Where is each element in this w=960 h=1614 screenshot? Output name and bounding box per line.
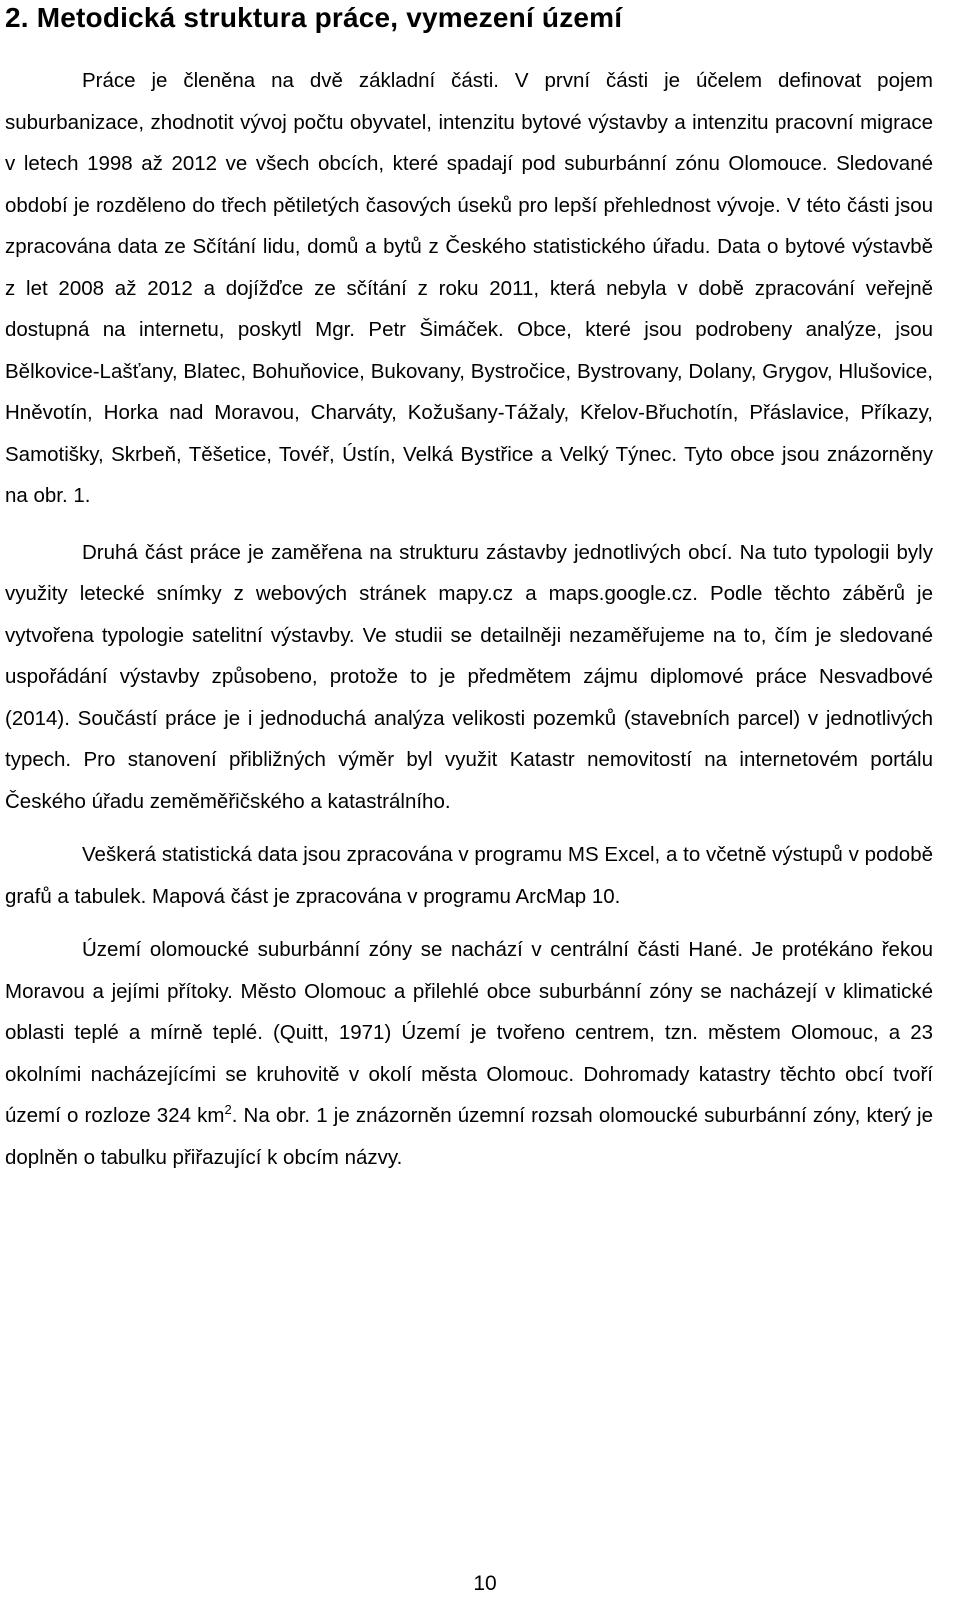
paragraph-methodology-part-two: Druhá část práce je zaměřena na strukturu zástavby jednotlivých obcí. Na tuto typologii byly využity letecké snímky z webových stránek mapy.cz a maps.google.cz. Podle těchto záběrů je vytvořena typologie satelitní výstavby. Ve studii se detailněji nezaměřujeme na to, čím je sledované uspořádání výstavby způsobeno, protože to je předmětem zájmu diplomové práce Nesvadbové (2014). Součástí práce je i jednoduchá analýza velikosti pozemků (stavebních parcel) v jednotlivých typech. Pro stanovení přibližných výměr byl využit Katastr nemovitostí na internetovém portálu Českého úřadu zeměměřičského a katastrálního. [5, 540, 933, 813]
area-unit-superscript: 2 [224, 1102, 232, 1118]
page-number: 10 [473, 1572, 497, 1595]
paragraph-software: Veškerá statistická data jsou zpracována v programu MS Excel, a to včetně výstupů v podobě grafů a tabulek. Mapová část je zpracována v programu ArcMap 10. [5, 843, 933, 908]
paragraph-methodology-part-one: Práce je členěna na dvě základní části. V první části je účelem definovat pojem suburbanizace, zhodnotit vývoj počtu obyvatel, intenzitu bytové výstavby a intenzitu pracovní migrace v letech 1998 až 2012 ve všech obcích, které spadají pod suburbánní zónu Olomouce. Sledované období je rozděleno do třech pětiletých časových úseků pro lepší přehlednost vývoje. V této části jsou zpracována data ze Sčítání lidu, domů a bytů z Českého statistického úřadu. Data o bytové výstavbě z let 2008 až 2012 a dojížďce ze sčítání z roku 2011, která nebyla v době zpracování veřejně dostupná na internetu, poskytl Mgr. Petr Šimáček. Obce, které jsou podrobeny analýze, jsou Bělkovice-Lašťany, Blatec, Bohuňovice, Bukovany, Bystročice, Bystrovany, Dolany, Grygov, Hlušovice, Hněvotín, Horka nad Moravou, Charváty, Kožušany-Tážaly, Křelov-Břuchotín, Přáslavice, Příkazy, Samotišky, Skrbeň, Těšetice, Tovéř, Ústín, Velká Bystřice a Velký Týnec. Tyto obce jsou znázorněny na obr. 1. [5, 69, 933, 507]
document-page [5, 0, 933, 1178]
section-heading: 2. Metodická struktura práce, vymezení území [5, 2, 623, 33]
paragraph-territory-text-end: . Na obr. 1 je znázorněn územní rozsah olomoucké suburbánní zóny, který je doplněn o tabulku přiřazující k obcím názvy. [5, 1104, 934, 1169]
paragraph-territory-text: Území olomoucké suburbánní zóny se nachází v centrální části Hané. Je protékáno řekou Moravou a jejími přítoky. Město Olomouc a přilehlé obce suburbánní zóny se nacházejí v klimatické oblasti teplé a mírně teplé. (Quitt, 1971) Území je tvořeno centrem, tzn. městem Olomouc, a 23 okolními nacházejícími se kruhovitě v okolí města Olomouc. Dohromady katastry těchto obcí tvoří území o rozloze 324 km [5, 938, 933, 1127]
paragraph-territory [5, 929, 933, 1178]
